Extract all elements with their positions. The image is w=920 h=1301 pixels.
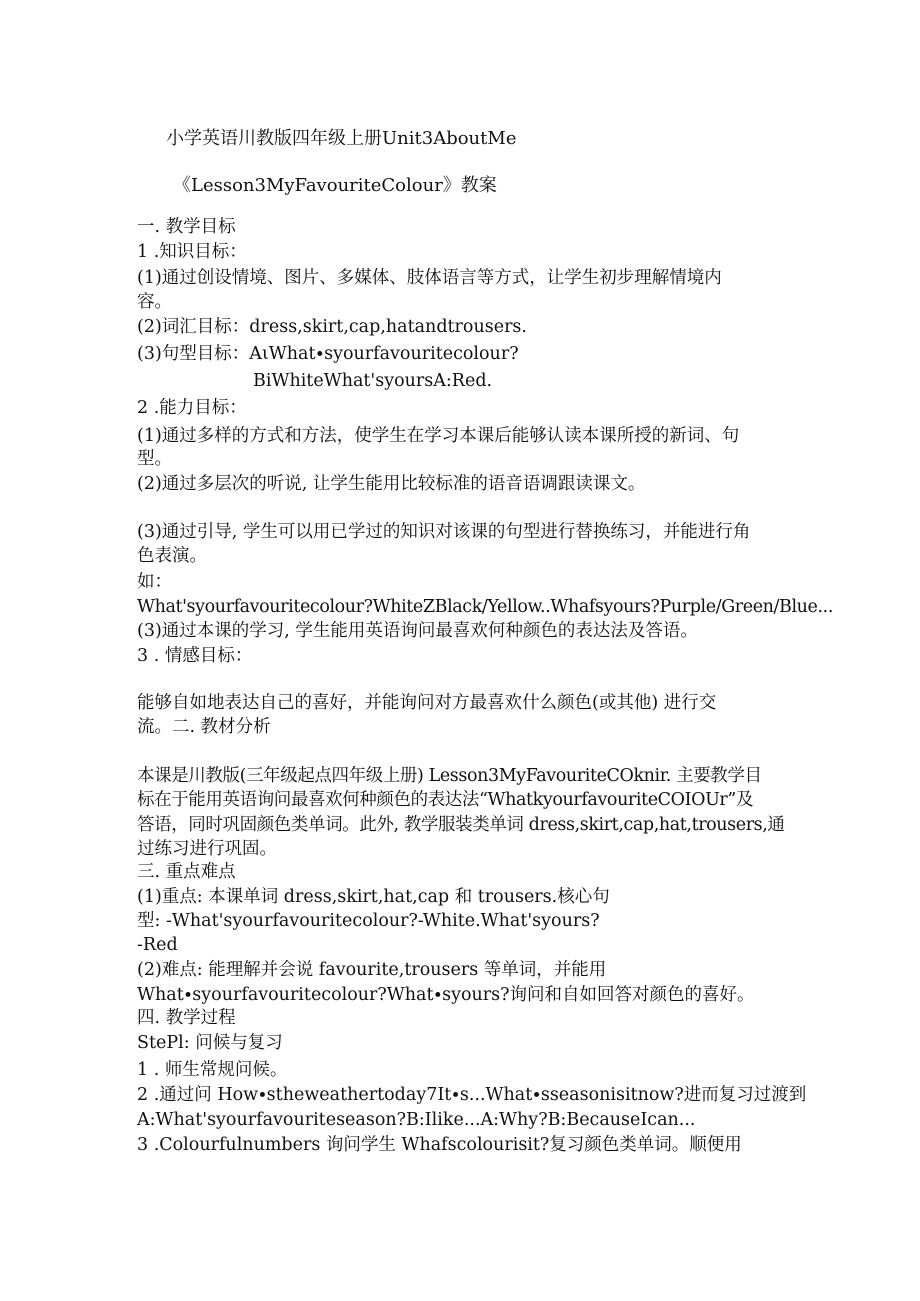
paragraph-line: 型。 [137,449,172,469]
paragraph-line: 容。 [137,292,172,312]
section-heading-process: 四. 教学过程 [137,1008,236,1028]
paragraph-line: 如： [137,572,172,592]
subheading-knowledge: 1 .知识目标： [137,242,247,262]
paragraph-line: A:What'syourfavouriteseason?B:Ilike...A:Why?B:BecauseIcan... [137,1110,696,1130]
paragraph-line: 1 . 师生常规问候。 [137,1060,288,1080]
paragraph-line: (2)通过多层次的听说, 让学生能用比较标准的语音语调跟读课文。 [137,474,646,494]
document-subtitle: 《Lesson3MyFavouriteColour》教案 [173,175,497,196]
paragraph-line: 能够自如地表达自己的喜好，并能询问对方最喜欢什么颜色(或其他) 进行交 [137,693,717,713]
paragraph-line: (3)通过本课的学习, 学生能用英语询问最喜欢何种颜色的表达法及答语。 [137,621,698,641]
section-heading-objectives: 一. 教学目标 [137,217,236,237]
paragraph-line: (1)重点: 本课单词 dress,skirt,hat,cap 和 trousers.核心句 [137,887,610,907]
paragraph-line: (3)通过引导, 学生可以用已学过的知识对该课的句型进行替换练习，并能进行角 [137,522,751,542]
paragraph-line: 过练习进行巩固。 [137,839,277,859]
subheading-emotion: 3 . 情感目标： [137,646,253,666]
section-heading-key-points: 三. 重点难点 [137,862,236,882]
paragraph-line: 2 .通过问 How∙stheweathertoday7It∙s...What∙sseasonisitnow?进而复习过渡到 [137,1085,807,1105]
paragraph-line: (2)词汇目标：dress,skirt,cap,hatandtrousers. [137,317,527,337]
paragraph-line: (1)通过创设情境、图片、多媒体、肢体语言等方式，让学生初步理解情境内 [137,268,722,288]
document-title: 小学英语川教版四年级上册Unit3AboutMe [166,128,517,149]
subheading-ability: 2 .能力目标： [137,398,247,418]
paragraph-line: What'syourfavouritecolour?WhiteZBlack/Yellow..Whafsyours?Purple/Green/Blue... [137,597,833,617]
paragraph-line: (3)句型目标：AιWhat∙syourfavouritecolour? [137,344,519,364]
paragraph-line: 本课是川教版(三年级起点四年级上册) Lesson3MyFavouriteCOknir. 主要教学目 [137,766,762,786]
paragraph-line: 3 .Colourfulnumbers 询问学生 Whafscolourisit?复习颜色类单词。顺便用 [137,1135,742,1155]
paragraph-line: (2)难点: 能理解并会说 favourite,trousers 等单词，并能用 [137,960,607,980]
paragraph-line: BiWhiteWhat'syoursA:Red. [253,371,493,391]
paragraph-line: 标在于能用英语询问最喜欢何种颜色的表达法“WhatkyourfavouriteCOIOUr”及 [137,790,754,810]
paragraph-line: 流。二. 教材分析 [137,717,271,737]
paragraph-line: -Red [137,935,178,955]
paragraph-line: 型: -What'syourfavouritecolour?-White.What'syours? [137,911,600,931]
paragraph-line: 色表演。 [137,546,207,566]
paragraph-line: (1)通过多样的方式和方法，使学生在学习本课后能够认读本课所授的新词、句 [137,426,740,446]
paragraph-line: What∙syourfavouritecolour?What∙syours?询问和自如回答对颜色的喜好。 [137,985,755,1005]
step-heading: StePl: 问候与复习 [137,1033,283,1053]
paragraph-line: 答语，同时巩固颜色类单词。此外, 教学服装类单词 dress,skirt,cap,hat,trousers,通 [137,815,785,835]
